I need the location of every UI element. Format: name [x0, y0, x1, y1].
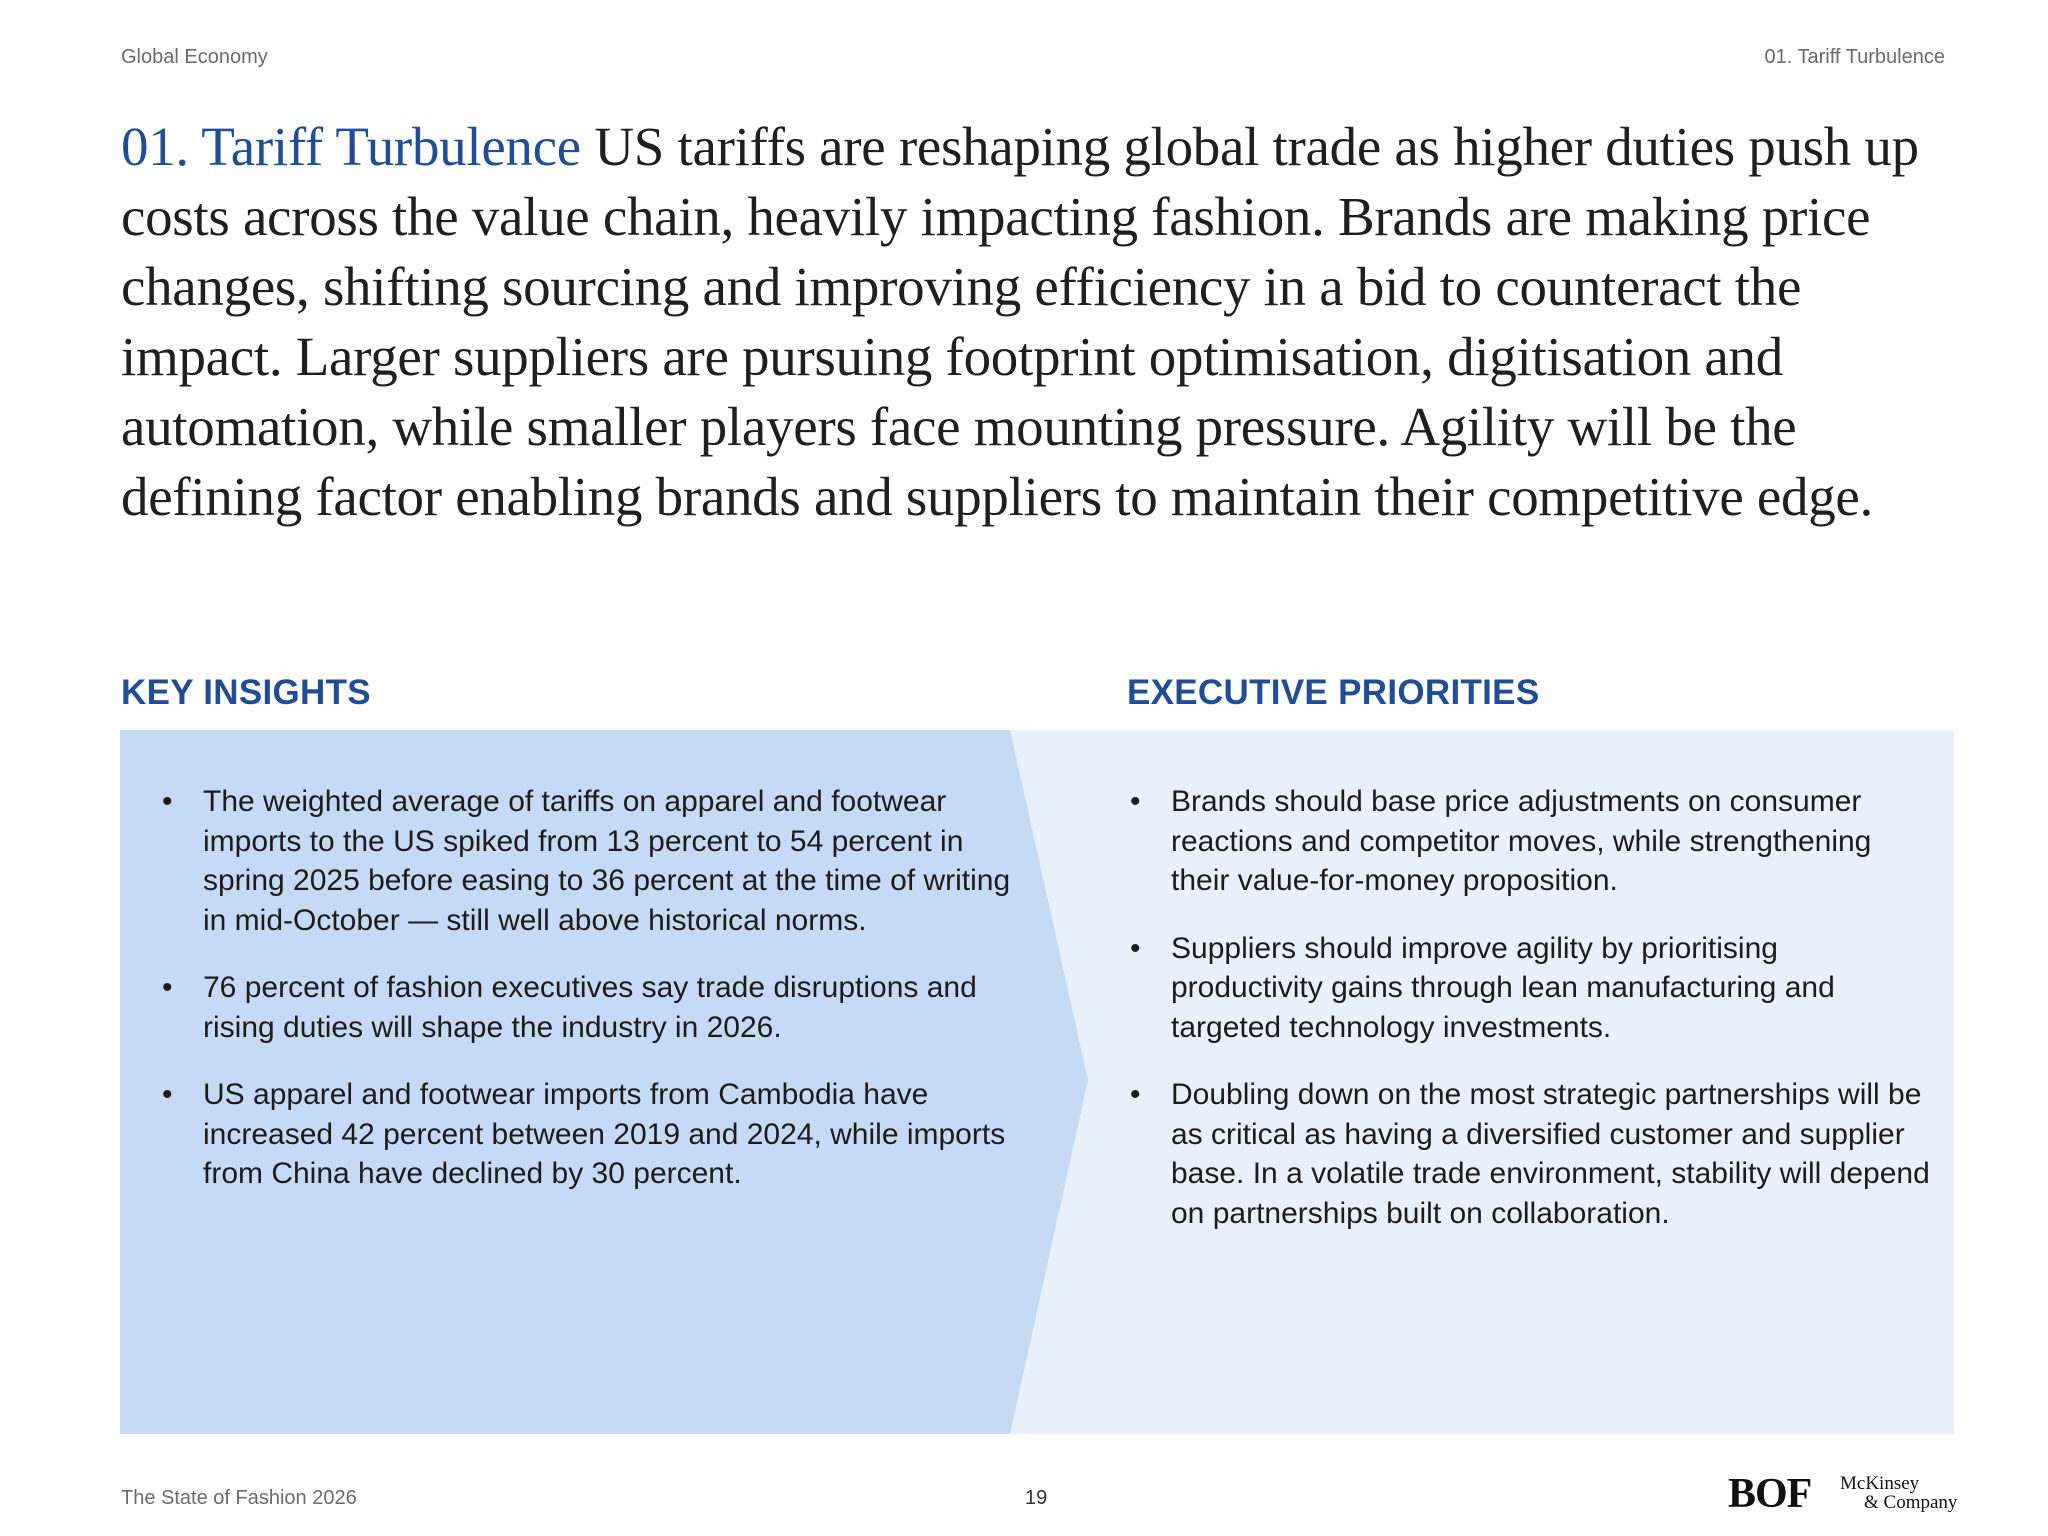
- insights-priorities-panel: [120, 730, 1954, 1434]
- key-insights-heading: KEY INSIGHTS: [121, 673, 371, 712]
- bullet-icon: •: [1130, 931, 1141, 965]
- bullet-icon: •: [162, 971, 173, 1004]
- bof-logo: BOF: [1728, 1471, 1812, 1517]
- key-insights-list: [162, 782, 1022, 1222]
- list-item: • 76 percent of fashion executives say trade disruptions and rising duties will shape the industry in 2026.: [162, 968, 1022, 1047]
- list-item: • Suppliers should improve agility by prioritising productivity gains through lean manufacturing and targeted technology investments.: [1130, 929, 1930, 1048]
- page-number: 19: [1025, 1487, 1048, 1509]
- mckinsey-logo: McKinsey & Company: [1840, 1473, 1958, 1513]
- bullet-icon: •: [1130, 785, 1141, 818]
- executive-priorities-list: [1130, 782, 1930, 1261]
- list-item: • The weighted average of tariffs on apparel and footwear imports to the US spiked from 13 percent to 54 percent in spring 2025 before easing to 36 percent at the time of writing in mid-October — still well above historical norms.: [162, 782, 1022, 940]
- chapter-title: 01. Tariff Turbulence: [121, 116, 581, 177]
- list-item: • US apparel and footwear imports from Cambodia have increased 42 percent between 2019 and 2024, while imports from China have declined by 30 percent.: [162, 1075, 1022, 1194]
- list-item: • Doubling down on the most strategic partnerships will be as critical as having a diversified customer and supplier base. In a volatile trade environment, stability will depend on partnerships built on collaboration.: [1130, 1075, 1930, 1233]
- bullet-icon: •: [162, 1078, 173, 1111]
- list-item: • Brands should base price adjustments on consumer reactions and competitor moves, while strengthening their value-for-money proposition.: [1130, 782, 1930, 901]
- bullet-icon: •: [1130, 1078, 1141, 1111]
- running-header-section: Global Economy: [121, 46, 268, 68]
- executive-priorities-heading: EXECUTIVE PRIORITIES: [1127, 673, 1540, 712]
- lead-paragraph: [121, 112, 1951, 532]
- running-header-chapter: 01. Tariff Turbulence: [1764, 46, 1945, 68]
- lead-text: US tariffs are reshaping global trade as higher duties push up costs across the value chain, heavily impacting fashion. Brands are making price changes, shifting sourcing and improving efficiency in a bid to counteract the impact. Larger suppliers are pursuing footprint optimisation, digitisation and automation, while smaller players face mounting pressure. Agility will be the defining factor enabling brands and suppliers to maintain their competitive edge.: [121, 116, 1919, 527]
- bullet-icon: •: [162, 785, 173, 818]
- footer-publication: The State of Fashion 2026: [121, 1487, 357, 1509]
